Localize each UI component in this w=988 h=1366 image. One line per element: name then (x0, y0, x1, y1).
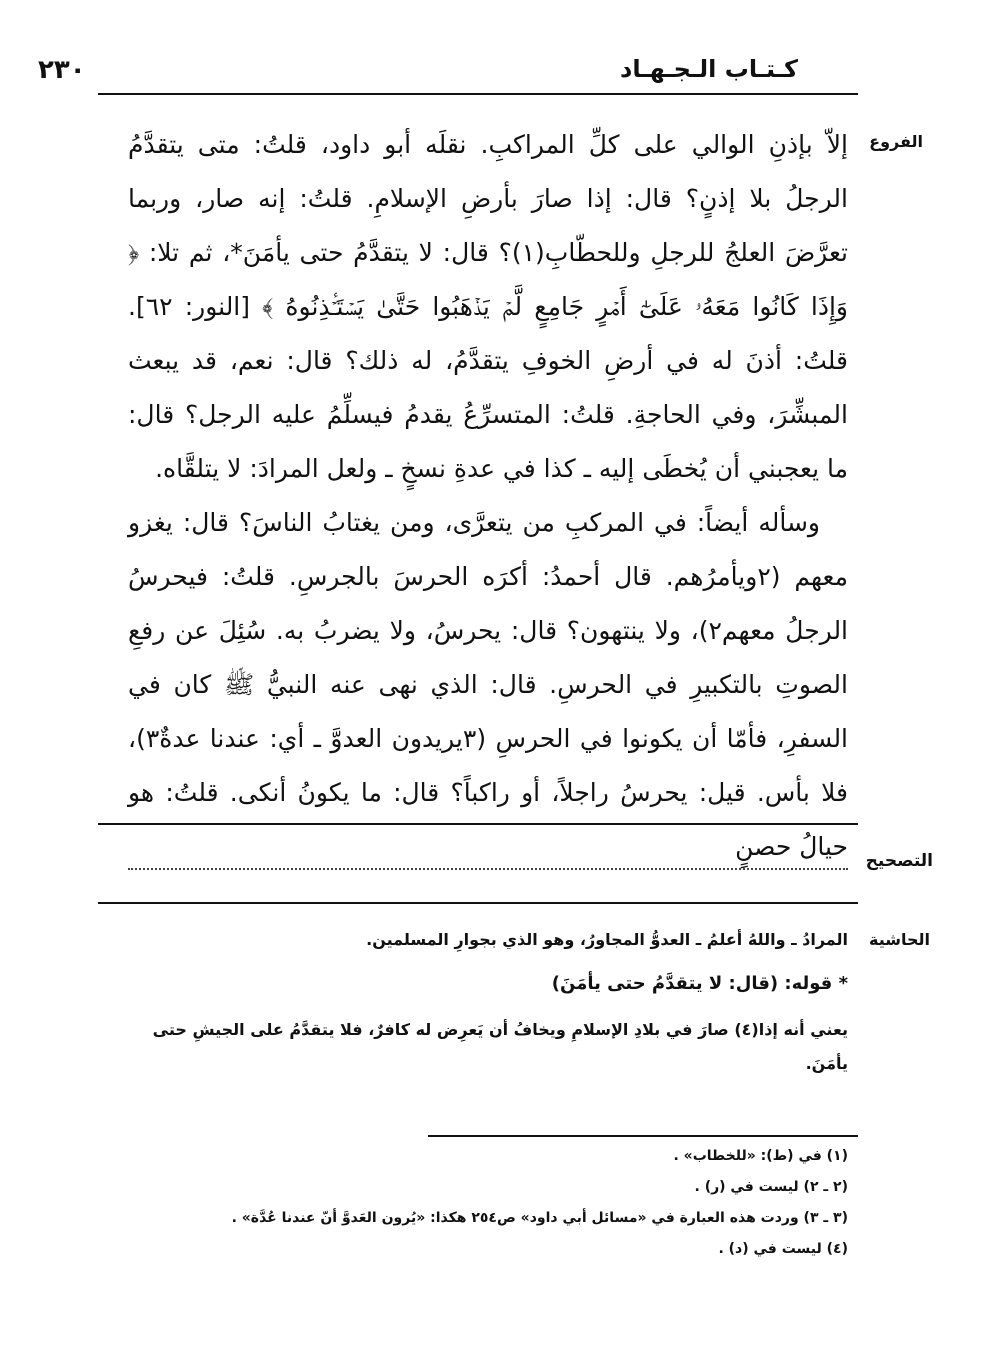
section-label-tashih: التصحيح (865, 851, 933, 871)
page-number: ٢٣٠ (38, 55, 86, 85)
footnote: (٢ ـ ٢) ليست في (ر) . (694, 1179, 848, 1195)
section-divider (98, 823, 858, 825)
main-paragraph: إلاّ بإذنِ الوالي على كلِّ المراكبِ. نقلَه أبو داود، قلتُ: متى يتقدَّمُ الرجلُ بلا إذنٍ؟ قال: إذا صارَ بأرضِ الإسلامِ. قلتُ: إنه صار، وربما تعرَّضَ العلجُ للرجلِ وللحطّابِ(١)؟ قال: لا يتقدَّمُ حتى يأمَنَ*، ثم تلا: ﴿ وَإِذَا كَانُوا مَعَهُۥ عَلَىٰٓ أَمۡرٍ جَامِعٍ لَّمۡ يَذۡهَبُوا حَتَّىٰ يَسۡتَـٔۡذِنُوهُ ﴾ [النور: ٦٢]. قلتُ: أذنَ له في أرضِ الخوفِ يتقدَّمُ، له ذلك؟ قال: نعم، قد يبعث المبشِّرَ، وفي الحاجةِ. قلتُ: المتسرِّعُ يقدمُ فيسلِّمُ عليه الرجل؟ قال: ما يعجبني أن يُخطَى إليه ـ كذا في عدةِ نسخٍ ـ ولعل المرادَ: لا يتلقَّاه. (128, 130, 848, 483)
footnote: (١) في (ط): «للخطاب» . (673, 1148, 848, 1164)
section-label-hashiya: الحاشية (869, 930, 930, 949)
footnote-rule (428, 1135, 858, 1137)
chapter-title: كـتـاب الـجـهـاد (620, 55, 798, 83)
tashih-dotted-line (128, 868, 848, 870)
main-paragraph: وسأله أيضاً: في المركبِ من يتعرَّى، ومن يغتابُ الناسَ؟ قال: يغزو معهم (٢ويأمرُهم. قال أحمدُ: أكرَه الحرسَ بالجرسِ. قلتُ: فيحرسُ الرجلُ معهم٢)، ولا ينتهون؟ قال: يحرسُ، ولا يضربُ به. سُئِلَ عن رفعِ الصوتِ بالتكبيرِ في الحرسِ. قال: الذي نهى عنه النبيُّ ﷺ كان في السفرِ، فأمّا أن يكونوا في الحرسِ (٣يريدون العدوَّ ـ أي: عندنا عدةٌ٣)، فلا بأس. قيل: يحرسُ راجلاً، أو راكباً؟ قال: ما يكونُ أنكى. قلتُ: هو حيالُ حصنٍ (128, 508, 849, 861)
main-text (128, 118, 848, 874)
hashiya-text (148, 925, 848, 1087)
running-header (38, 55, 798, 91)
header-rule (98, 93, 858, 95)
hashiya-intro: المرادُ ـ واللهُ أعلمُ ـ العدوُّ المجاورُ، وهو الذي بجوارِ المسلمين. (366, 930, 848, 949)
footnote: (٣ ـ ٣) وردت هذه العبارة في «مسائل أبي داود» ص٢٥٤ هكذا: «يُرون العَدوَّ أنّ عندنا عُدَّة» . (231, 1210, 848, 1226)
hashiya-qawluh: * قوله: (قال: لا يتقدَّمُ حتى يأمَنَ) (551, 973, 848, 994)
section-label-furu: الفروع (869, 132, 923, 151)
footnotes (128, 1141, 848, 1265)
footnote: (٤) ليست في (د) . (718, 1241, 848, 1257)
section-divider (98, 902, 858, 904)
hashiya-explanation: يعني أنه إذا(٤) صارَ في بلادِ الإسلامِ ويخافُ أن يَعرِض له كافرٌ، فلا يتقدَّمُ على الجيشِ حتى يأمَنَ. (152, 1020, 848, 1073)
